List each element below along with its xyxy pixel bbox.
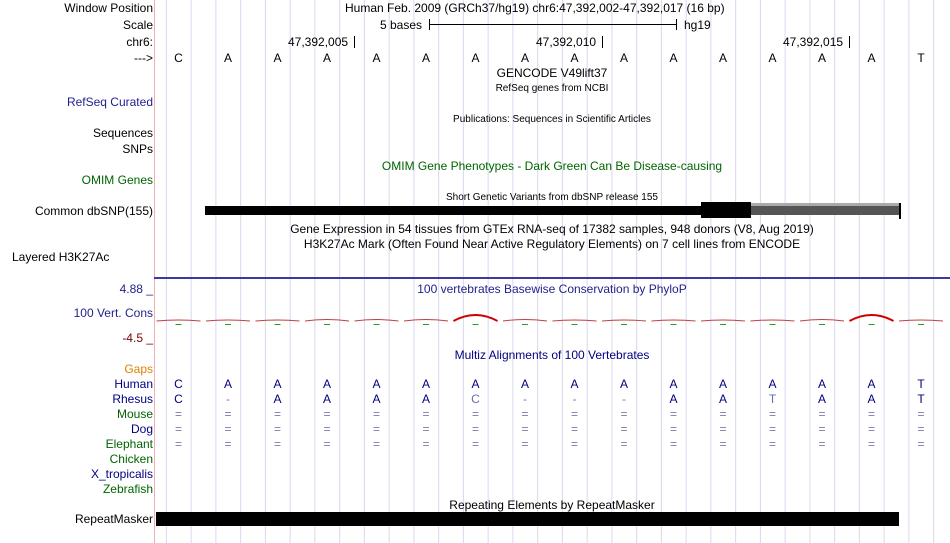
alignment-base: =	[521, 437, 529, 451]
phylop-ymin-label: -4.5 _	[122, 331, 153, 345]
reference-base: A	[718, 51, 727, 65]
alignment-base: =	[768, 422, 776, 436]
species-label: Mouse	[116, 407, 153, 421]
phylop-negative-mark	[423, 324, 429, 325]
alignment-base: -	[226, 392, 230, 406]
alignment-base: =	[570, 422, 578, 436]
alignment-base: =	[818, 437, 826, 451]
alignment-base: A	[223, 377, 232, 391]
phylop-score-mark	[701, 320, 745, 321]
phylop-score-mark	[602, 320, 646, 321]
alignment-base: A	[570, 377, 579, 391]
dbsnp-title: Short Genetic Variants from dbSNP release 155	[446, 192, 658, 203]
alignment-base: =	[224, 437, 232, 451]
alignment-base: =	[273, 407, 281, 421]
phylop-negative-mark	[473, 324, 479, 325]
dbsnp-feature-end	[899, 203, 901, 219]
alignment-base: A	[669, 377, 678, 391]
gaps-label: Gaps	[124, 362, 153, 376]
dbsnp-feature-bar-grey[interactable]	[751, 206, 900, 215]
dbsnp-track-label[interactable]: Common dbSNP(155)	[34, 204, 153, 218]
alignment-base: A	[273, 392, 282, 406]
reference-base: C	[174, 51, 183, 65]
alignment-base: =	[372, 422, 380, 436]
alignment-base: =	[719, 407, 727, 421]
alignment-base: =	[867, 437, 875, 451]
reference-base: A	[619, 51, 628, 65]
alignment-base: A	[669, 392, 678, 406]
alignment-base: =	[521, 407, 529, 421]
alignment-base: =	[669, 407, 677, 421]
species-label: Chicken	[109, 452, 153, 466]
alignment-base: =	[422, 407, 430, 421]
alignment-base: C	[174, 377, 183, 391]
species-label: Zebrafish	[102, 482, 153, 496]
reference-base: A	[223, 51, 232, 65]
species-label: X_tropicalis	[90, 467, 153, 481]
reference-base: A	[471, 51, 480, 65]
reference-base: A	[322, 51, 331, 65]
multiz-title: Multiz Alignments of 100 Vertebrates	[454, 348, 650, 362]
strand-label: --->	[134, 51, 153, 65]
refseq-track-label[interactable]: RefSeq Curated	[66, 95, 153, 109]
omim-title: OMIM Gene Phenotypes - Dark Green Can Be Disease-causing	[381, 159, 723, 173]
alignment-base: =	[669, 422, 677, 436]
gencode-title[interactable]: GENCODE V49lift37	[496, 66, 608, 80]
alignment-base: A	[867, 392, 876, 406]
phylop-score-mark	[751, 320, 795, 321]
alignment-base: A	[421, 392, 430, 406]
phylop-negative-mark	[720, 324, 726, 325]
phylop-negative-mark	[522, 324, 528, 325]
alignment-base: T	[917, 377, 925, 391]
reference-base: A	[768, 51, 777, 65]
alignment-base: A	[718, 377, 727, 391]
phylop-negative-mark	[918, 324, 924, 325]
phylop-top-line	[154, 277, 950, 279]
reference-base: A	[372, 51, 381, 65]
alignment-base: =	[323, 407, 331, 421]
phylop-plot	[0, 300, 950, 340]
publications-title: Publications: Sequences in Scientific Articles	[453, 114, 651, 125]
phylop-negative-mark	[176, 324, 182, 325]
coord-tick-label: 47,392,010	[536, 35, 597, 49]
reference-base: A	[273, 51, 282, 65]
phylop-negative-mark	[225, 324, 231, 325]
alignment-base: =	[422, 437, 430, 451]
alignment-base: A	[273, 377, 282, 391]
h3k27ac-track-label[interactable]: Layered H3K27Ac	[12, 250, 110, 264]
alignment-base: =	[818, 422, 826, 436]
phylop-score-mark	[206, 320, 250, 321]
phylop-negative-mark	[770, 324, 776, 325]
alignment-base: =	[620, 437, 628, 451]
alignment-base: =	[323, 422, 331, 436]
alignment-base: A	[322, 377, 331, 391]
cons-track-label[interactable]: 100 Vert. Cons	[73, 306, 153, 320]
alignment-base: A	[817, 392, 826, 406]
alignment-base: A	[619, 377, 628, 391]
alignment-base: =	[273, 422, 281, 436]
alignment-base: A	[817, 377, 826, 391]
alignment-base: =	[372, 437, 380, 451]
alignment-base: =	[224, 407, 232, 421]
alignment-base: C	[471, 392, 480, 406]
alignment-base: =	[521, 422, 529, 436]
alignment-base: C	[174, 392, 183, 406]
alignment-base: =	[174, 422, 182, 436]
alignment-base: =	[768, 437, 776, 451]
sequences-track-label[interactable]: Sequences	[92, 126, 153, 140]
coord-tick-label: 47,392,015	[783, 35, 844, 49]
alignment-base: =	[917, 437, 925, 451]
alignment-base: =	[917, 422, 925, 436]
alignment-base: =	[719, 437, 727, 451]
phylop-negative-mark	[374, 324, 380, 325]
reference-base: A	[669, 51, 678, 65]
alignment-base: =	[471, 437, 479, 451]
alignment-base: =	[471, 422, 479, 436]
alignment-base: =	[323, 437, 331, 451]
phylop-score-mark	[850, 315, 894, 321]
alignment-base: A	[718, 392, 727, 406]
alignment-base: A	[372, 392, 381, 406]
alignment-base: =	[620, 407, 628, 421]
alignment-base: A	[867, 377, 876, 391]
reference-base: T	[917, 51, 925, 65]
alignment-base: =	[174, 407, 182, 421]
reference-base: A	[520, 51, 529, 65]
omim-track-label[interactable]: OMIM Genes	[81, 173, 153, 187]
alignment-base: =	[570, 407, 578, 421]
phylop-score-mark	[899, 320, 943, 321]
alignment-base: A	[768, 377, 777, 391]
phylop-negative-mark	[869, 324, 875, 325]
repeatmasker-track-label[interactable]: RepeatMasker	[74, 512, 153, 526]
phylop-negative-mark	[671, 324, 677, 325]
alignment-base: A	[520, 377, 529, 391]
h3k27ac-title: H3K27Ac Mark (Often Found Near Active Regulatory Elements) on 7 cell lines from ENCODE	[303, 237, 801, 251]
alignment-base: =	[719, 422, 727, 436]
phylop-score-mark	[305, 320, 349, 322]
alignment-base: =	[669, 437, 677, 451]
phylop-score-mark	[553, 320, 597, 321]
phylop-ymax-label: 4.88 _	[119, 282, 153, 296]
alignment-base: -	[622, 392, 626, 406]
dbsnp-feature-block[interactable]	[701, 202, 751, 218]
alignment-base: T	[768, 392, 777, 406]
refseq-title: RefSeq genes from NCBI	[495, 83, 609, 94]
species-label: Elephant	[105, 437, 153, 451]
scale-label: Scale	[122, 18, 153, 32]
alignment-base: =	[471, 407, 479, 421]
reference-base: A	[817, 51, 826, 65]
window-position-label: Window Position	[64, 1, 153, 15]
assembly-text: hg19	[684, 18, 711, 32]
phylop-score-mark	[157, 320, 201, 321]
phylop-score-mark	[800, 320, 844, 322]
alignment-base: A	[471, 377, 480, 391]
scale-bar-left-tick	[429, 19, 430, 30]
phylop-negative-mark	[275, 324, 281, 325]
species-label: Rhesus	[112, 392, 153, 406]
reference-base: A	[421, 51, 430, 65]
alignment-base: =	[768, 407, 776, 421]
phylop-score-mark	[355, 320, 399, 322]
phylop-negative-mark	[819, 324, 825, 325]
phylop-score-mark	[256, 320, 300, 321]
phylop-score-mark	[404, 320, 448, 322]
reference-base: A	[570, 51, 579, 65]
dbsnp-feature-bar[interactable]	[205, 206, 701, 215]
alignment-base: A	[372, 377, 381, 391]
gtex-title: Gene Expression in 54 tissues from GTEx RNA-seq of 17382 samples, 948 donors (V8, Aug 2019)	[290, 222, 814, 236]
alignment-base: A	[421, 377, 430, 391]
scale-bar-right-tick	[676, 19, 677, 30]
alignment-base: =	[917, 407, 925, 421]
alignment-base: =	[174, 437, 182, 451]
phylop-score-mark	[454, 315, 498, 321]
alignment-base: -	[523, 392, 527, 406]
coord-tick-label: 47,392,005	[288, 35, 349, 49]
chrom-label: chr6:	[126, 35, 153, 49]
phylop-negative-mark	[324, 324, 330, 325]
phylop-score-mark	[503, 320, 547, 322]
alignment-base: -	[572, 392, 577, 406]
phylop-title: 100 vertebrates Basewise Conservation by PhyloP	[417, 282, 687, 296]
repeatmasker-title: Repeating Elements by RepeatMasker	[449, 498, 655, 512]
snps-track-label[interactable]: SNPs	[122, 142, 153, 156]
species-label: Human	[114, 377, 153, 391]
phylop-score-mark	[652, 320, 696, 321]
alignment-base: =	[273, 437, 281, 451]
scale-bar	[429, 24, 677, 25]
phylop-negative-mark	[621, 324, 627, 325]
alignment-base: =	[224, 422, 232, 436]
alignment-base: =	[372, 407, 380, 421]
species-label: Dog	[130, 422, 153, 436]
alignment-base: =	[570, 437, 578, 451]
position-text: Human Feb. 2009 (GRCh37/hg19) chr6:47,392,002-47,392,017 (16 bp)	[345, 1, 725, 15]
alignment-base: =	[818, 407, 826, 421]
reference-base: A	[867, 51, 876, 65]
alignment-base: T	[917, 392, 925, 406]
alignment-base: A	[322, 392, 331, 406]
alignment-base: =	[620, 422, 628, 436]
alignment-base: =	[867, 422, 875, 436]
coord-tick	[354, 36, 355, 48]
alignment-base: =	[422, 422, 430, 436]
phylop-negative-mark	[572, 324, 578, 325]
alignment-base: =	[867, 407, 875, 421]
dbsnp-feature-bar-light	[751, 203, 900, 206]
coord-tick	[602, 36, 603, 48]
repeatmasker-feature-bar[interactable]	[156, 512, 899, 526]
scale-text: 5 bases	[380, 18, 423, 32]
coord-tick	[849, 36, 850, 48]
